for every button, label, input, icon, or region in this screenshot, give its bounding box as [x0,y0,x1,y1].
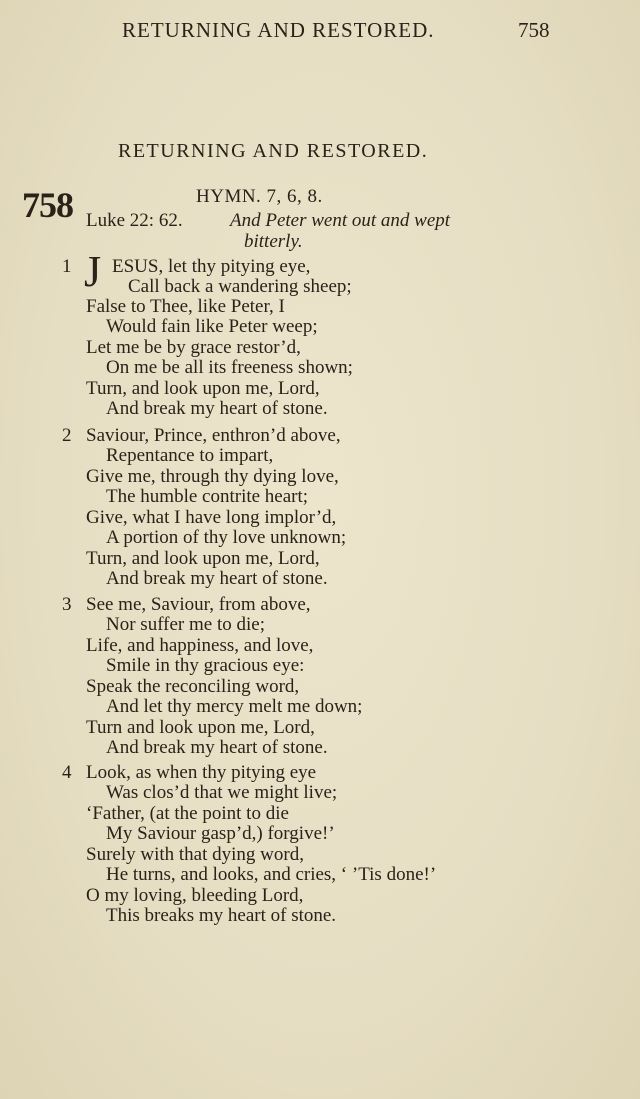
verse-line: Turn, and look upon me, Lord, [86,378,320,399]
verse-line: A portion of thy love unknown; [106,527,347,548]
verse-number: 4 [62,762,72,783]
hymn-number: 758 [22,185,73,225]
verse-line: Saviour, Prince, enthron’d above, [86,425,341,446]
verse-line: Repentance to impart, [106,445,274,466]
verse-line: O my loving, bleeding Lord, [86,885,304,906]
hymn-meter: HYMN. 7, 6, 8. [196,186,323,207]
verse-line: My Saviour gasp’d,) forgive!’ [106,823,335,844]
verse-line: And break my heart of stone. [106,568,328,589]
scripture-reference: Luke 22: 62. [86,210,183,231]
verse-line: ESUS, let thy pitying eye, [112,256,311,277]
verse-line: Look, as when thy pitying eye [86,762,317,783]
verse-line: Nor suffer me to die; [106,614,265,635]
verse-line: And break my heart of stone. [106,398,328,419]
verse-number: 1 [62,256,72,277]
verse-line: Let me be by grace restor’d, [86,337,301,358]
scripture-quote-continued: bitterly. [244,231,303,252]
verse-line: And break my heart of stone. [106,737,328,758]
running-head [0,14,640,44]
verse-line: Surely with that dying word, [86,844,304,865]
drop-cap: J [84,247,102,296]
verse-line: Turn, and look upon me, Lord, [86,548,320,569]
scripture-quote: And Peter went out and wept [230,210,451,231]
page-number: 758 [518,18,550,42]
verse-number: 2 [62,425,72,446]
verse-line: He turns, and looks, and cries, ‘ ’Tis done!’ [106,864,437,885]
verse-line: Smile in thy gracious eye: [106,655,305,676]
verse-line: ‘Father, (at the point to die [86,803,289,824]
verse-line: Give me, through thy dying love, [86,466,339,487]
verse-number: 3 [62,594,72,615]
verse-line: Would fain like Peter weep; [106,316,318,337]
verse-line: See me, Saviour, from above, [86,594,311,615]
running-title: RETURNING AND RESTORED. [122,18,435,42]
section-title: RETURNING AND RESTORED. [118,140,429,162]
verse-line: Call back a wandering sheep; [128,276,352,297]
verse-line: Speak the reconciling word, [86,676,300,697]
verse-line: And let thy mercy melt me down; [106,696,363,717]
verse-line: Life, and happiness, and love, [86,635,314,656]
verse-line: Give, what I have long implor’d, [86,507,337,528]
verse-line: False to Thee, like Peter, I [86,296,285,317]
verse-line: This breaks my heart of stone. [106,905,337,926]
verse-line: On me be all its freeness shown; [106,357,353,378]
verse-line: Turn and look upon me, Lord, [86,717,315,738]
verse-line: Was clos’d that we might live; [106,782,338,803]
verse-line: The humble contrite heart; [106,486,309,507]
